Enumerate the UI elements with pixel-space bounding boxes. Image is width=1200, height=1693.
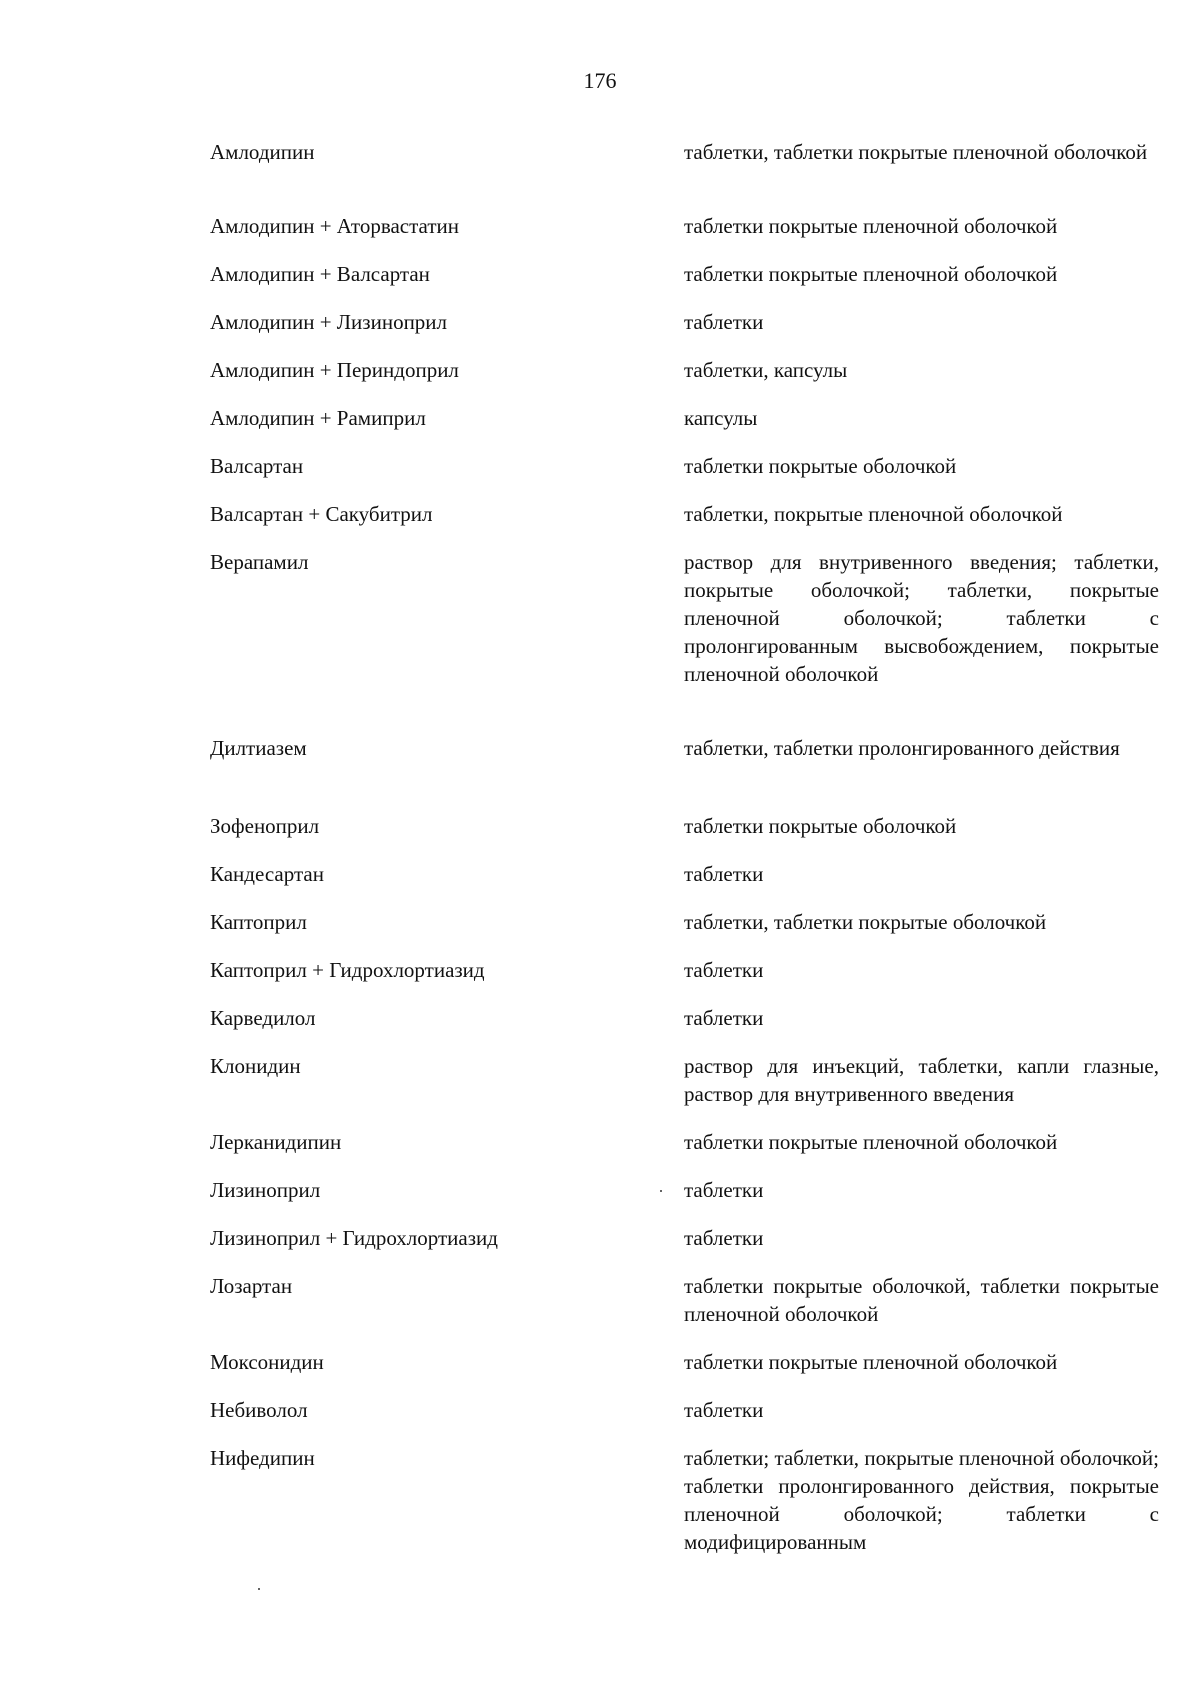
dosage-form: таблетки покрытые пленочной оболочкой xyxy=(684,1350,1058,1374)
drug-name: Амлодипин xyxy=(210,140,315,164)
drug-name: Лизиноприл + Гидрохлортиазид xyxy=(210,1226,498,1250)
drug-name: Зофеноприл xyxy=(210,814,320,838)
list-item xyxy=(210,452,1160,500)
list-item xyxy=(210,860,1160,908)
dosage-form: таблетки xyxy=(684,310,764,334)
dosage-form: таблетки покрытые оболочкой xyxy=(684,814,957,838)
dosage-form: таблетки xyxy=(684,1178,764,1202)
drug-name: Лозартан xyxy=(210,1274,293,1298)
list-item xyxy=(210,1128,1160,1176)
drug-name: Моксонидин xyxy=(210,1350,324,1374)
drug-name: Каптоприл xyxy=(210,910,307,934)
dosage-form: таблетки, капсулы xyxy=(684,358,848,382)
list-item xyxy=(210,356,1160,404)
drug-name: Дилтиазем xyxy=(210,736,307,760)
dosage-form: таблетки покрытые пленочной оболочкой xyxy=(684,1130,1058,1154)
drug-name: Валсартан + Сакубитрил xyxy=(210,502,433,526)
dosage-form: раствор для инъекций, таблетки, капли глазные, раствор для внутривенного введения xyxy=(684,1054,1159,1106)
drug-name: Амлодипин + Лизиноприл xyxy=(210,310,448,334)
dosage-form: таблетки, таблетки пролонгированного действия xyxy=(684,736,1120,760)
dosage-form: таблетки xyxy=(684,1006,764,1030)
drug-name: Кандесартан xyxy=(210,862,324,886)
drug-name: Амлодипин + Аторвастатин xyxy=(210,214,459,238)
list-item xyxy=(210,138,1160,212)
drug-name: Верапамил xyxy=(210,550,309,574)
list-item xyxy=(210,1396,1160,1444)
list-item xyxy=(210,1004,1160,1052)
drug-name: Лизиноприл xyxy=(210,1178,321,1202)
dosage-form: таблетки, таблетки покрытые пленочной оболочкой xyxy=(684,140,1148,164)
dosage-form: таблетки xyxy=(684,862,764,886)
drug-name: Амлодипин + Периндоприл xyxy=(210,358,459,382)
drug-name: Амлодипин + Валсартан xyxy=(210,262,430,286)
scan-speck xyxy=(660,1190,662,1192)
list-item xyxy=(210,260,1160,308)
dosage-form: капсулы xyxy=(684,406,758,430)
list-item xyxy=(210,908,1160,956)
drug-name: Каптоприл + Гидрохлортиазид xyxy=(210,958,485,982)
dosage-form: таблетки; таблетки, покрытые пленочной оболочкой; таблетки пролонгированного действия, покрытые пленочной оболочкой; таблетки с модифицированным xyxy=(684,1446,1159,1554)
list-item xyxy=(210,212,1160,260)
list-item xyxy=(210,548,1160,734)
list-item xyxy=(210,1176,1160,1224)
list-item xyxy=(210,1272,1160,1348)
drug-name: Клонидин xyxy=(210,1054,301,1078)
drug-list xyxy=(210,138,1160,1574)
dosage-form: таблетки покрытые пленочной оболочкой xyxy=(684,214,1058,238)
page-number: 176 xyxy=(583,68,617,93)
list-item xyxy=(210,1052,1160,1128)
list-item xyxy=(210,1224,1160,1272)
dosage-form: таблетки xyxy=(684,1226,764,1250)
dosage-form: таблетки покрытые оболочкой xyxy=(684,454,957,478)
list-item xyxy=(210,956,1160,1004)
dosage-form: таблетки xyxy=(684,1398,764,1422)
list-item xyxy=(210,500,1160,548)
drug-name: Валсартан xyxy=(210,454,304,478)
dosage-form: таблетки xyxy=(684,958,764,982)
dosage-form: таблетки, таблетки покрытые оболочкой xyxy=(684,910,1047,934)
list-item xyxy=(210,308,1160,356)
dosage-form: таблетки, покрытые пленочной оболочкой xyxy=(684,502,1063,526)
drug-name: Лерканидипин xyxy=(210,1130,342,1154)
drug-name: Амлодипин + Рамиприл xyxy=(210,406,426,430)
list-item xyxy=(210,812,1160,860)
drug-name: Карведилол xyxy=(210,1006,316,1030)
drug-name: Нифедипин xyxy=(210,1446,315,1470)
dosage-form: таблетки покрытые пленочной оболочкой xyxy=(684,262,1058,286)
scan-speck xyxy=(258,1588,260,1590)
list-item xyxy=(210,404,1160,452)
dosage-form: таблетки покрытые оболочкой, таблетки покрытые пленочной оболочкой xyxy=(684,1274,1159,1326)
list-item xyxy=(210,734,1160,812)
list-item xyxy=(210,1348,1160,1396)
drug-name: Небиволол xyxy=(210,1398,308,1422)
dosage-form: раствор для внутривенного введения; таблетки, покрытые оболочкой; таблетки, покрытые пленочной оболочкой; таблетки с пролонгированным высвобождением, покрытые пленочной оболочкой xyxy=(684,550,1159,686)
list-item xyxy=(210,1444,1160,1574)
